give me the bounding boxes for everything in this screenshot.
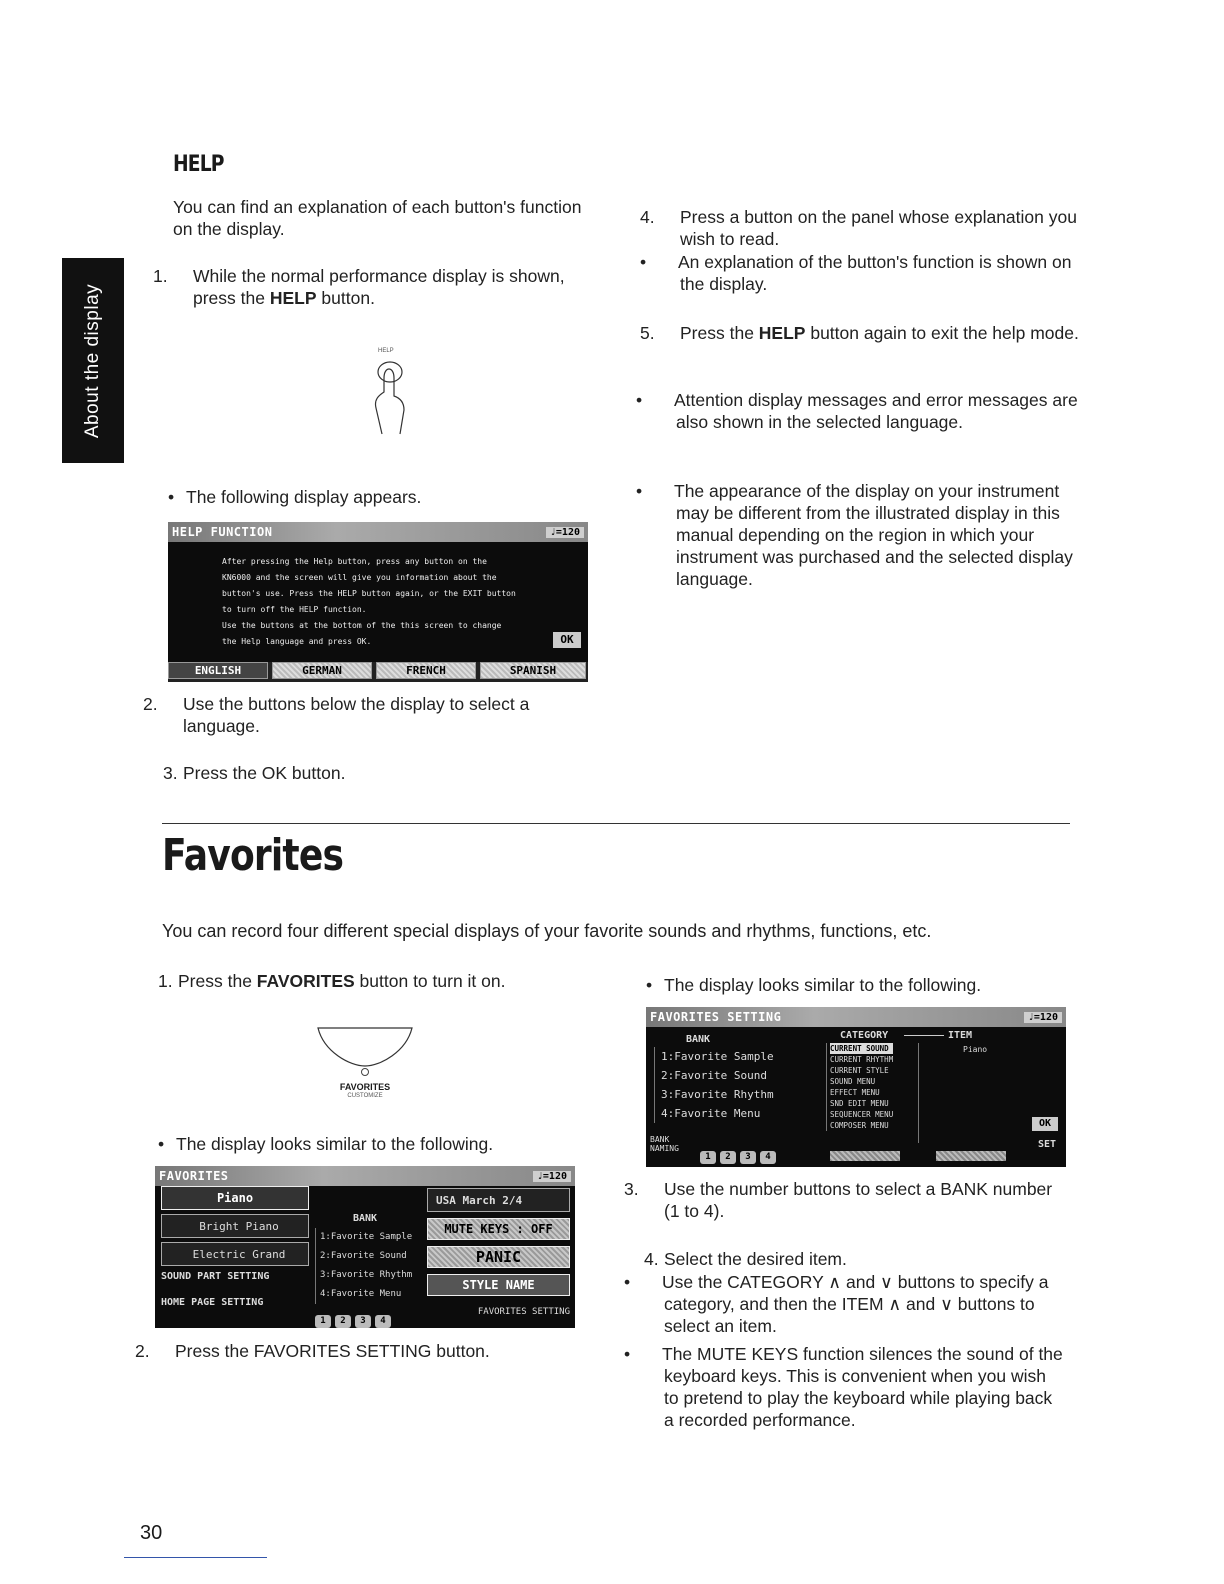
bank-item[interactable]: 2:Favorite Sound bbox=[661, 1069, 767, 1082]
step-number: 5. bbox=[640, 323, 655, 343]
bank-list bbox=[654, 1047, 774, 1123]
language-english-button[interactable]: ENGLISH bbox=[168, 662, 268, 679]
step-text: While the normal performance display is shown, press the bbox=[193, 266, 565, 308]
step-number: 1. bbox=[153, 266, 168, 286]
bullet-text: Use the CATEGORY ∧ and ∨ buttons to specify a category, and then the ITEM ∧ and ∨ buttons to select an item. bbox=[662, 1272, 1049, 1336]
page-number: 30 bbox=[140, 1522, 163, 1544]
sound-part-setting-button[interactable]: SOUND PART SETTING bbox=[161, 1271, 270, 1282]
help-text-line: to turn off the HELP function. bbox=[222, 605, 367, 614]
bank-2-button[interactable]: 2 bbox=[335, 1315, 351, 1328]
bank-4-button[interactable]: 4 bbox=[760, 1151, 776, 1164]
home-page-setting-button[interactable]: HOME PAGE SETTING bbox=[161, 1297, 264, 1308]
bank-naming-button[interactable]: BANK NAMING bbox=[650, 1135, 679, 1153]
step-number: 3. bbox=[163, 763, 178, 783]
category-label: CATEGORY bbox=[840, 1030, 889, 1041]
bank-3-button[interactable]: 3 bbox=[355, 1315, 371, 1328]
step-bold: HELP bbox=[269, 288, 317, 308]
style-name-button[interactable]: STYLE NAME bbox=[427, 1274, 570, 1296]
help-text-line: Use the buttons at the bottom of the this screen to change bbox=[222, 621, 502, 630]
bullet-text: The appearance of the display on your instrument may be different from the illustrated display in this manual depending on the region in which your instrument was purchased and the selected display language. bbox=[674, 481, 1073, 589]
help-text-line: After pressing the Help button, press any button on the bbox=[222, 557, 487, 566]
help-bullet-appears bbox=[168, 486, 421, 508]
category-item-connector bbox=[904, 1035, 944, 1036]
step-text: Press the bbox=[680, 323, 759, 343]
favorites-step-2 bbox=[135, 1340, 575, 1362]
screen-title: HELP FUNCTION bbox=[172, 525, 273, 539]
favorites-bullet-category bbox=[644, 1271, 1064, 1337]
category-item[interactable]: CURRENT RHYTHM bbox=[830, 1055, 894, 1064]
help-note-appearance bbox=[656, 480, 1080, 590]
favorites-led-icon bbox=[361, 1068, 369, 1076]
bullet-dot bbox=[644, 1272, 662, 1292]
help-note-language bbox=[656, 389, 1080, 433]
help-intro: You can find an explanation of each button's function on the display. bbox=[173, 197, 582, 239]
bullet-text: The MUTE KEYS function silences the sound of the keyboard keys. This is convenient when you wish to pretend to play the keyboard while playing back a recorded performance. bbox=[662, 1344, 1063, 1430]
finger-press-icon bbox=[360, 356, 420, 436]
category-list bbox=[826, 1043, 893, 1131]
category-item-selected[interactable]: CURRENT SOUND bbox=[830, 1043, 893, 1054]
favorites-bullet-looks-2 bbox=[646, 974, 981, 996]
category-scroll-button[interactable] bbox=[830, 1151, 900, 1161]
bank-number-buttons bbox=[315, 1308, 395, 1328]
panic-button[interactable]: PANIC bbox=[427, 1246, 570, 1268]
bank-2-button[interactable]: 2 bbox=[720, 1151, 736, 1164]
bullet-text: The following display appears. bbox=[186, 487, 422, 507]
bank-list bbox=[315, 1228, 412, 1304]
bullet-text: The display looks similar to the following. bbox=[176, 1134, 494, 1154]
page-footer-rule bbox=[124, 1557, 267, 1558]
help-step-3 bbox=[163, 762, 345, 784]
language-german-button[interactable]: GERMAN bbox=[272, 662, 372, 679]
step-number: 4. bbox=[640, 207, 655, 227]
help-step-2 bbox=[143, 693, 593, 737]
bank-4-button[interactable]: 4 bbox=[375, 1315, 391, 1328]
favorites-screen bbox=[155, 1166, 575, 1328]
help-text-line: the Help language and press OK. bbox=[222, 637, 372, 646]
step-text: button. bbox=[316, 288, 375, 308]
help-text-line: button's use. Press the HELP button again, or the EXIT button bbox=[222, 589, 516, 598]
screen-title: FAVORITES SETTING bbox=[650, 1010, 782, 1024]
favorites-bullet-mute bbox=[644, 1343, 1064, 1431]
bullet-dot bbox=[646, 975, 664, 995]
step-bold: FAVORITES bbox=[256, 971, 355, 991]
help-step-4 bbox=[640, 206, 1080, 250]
step-text: Use the number buttons to select a BANK number (1 to 4). bbox=[664, 1179, 1053, 1221]
set-button[interactable]: SET bbox=[1038, 1139, 1057, 1150]
favorite-sound-electric-grand-button[interactable]: Electric Grand bbox=[161, 1242, 309, 1266]
step-text: button to turn it on. bbox=[354, 971, 506, 991]
item-list bbox=[918, 1043, 1028, 1143]
help-step-5 bbox=[640, 322, 1080, 344]
bullet-text: An explanation of the button's function is shown on the display. bbox=[678, 252, 1072, 294]
help-function-screen bbox=[168, 522, 588, 682]
step-number: 4. bbox=[644, 1249, 659, 1269]
category-item[interactable]: SND EDIT MENU bbox=[830, 1099, 889, 1108]
bank-label: BANK bbox=[686, 1034, 711, 1045]
help-text-block bbox=[168, 542, 588, 650]
favorites-button-sublabel: CUSTOMIZE bbox=[347, 1093, 383, 1099]
item-label: ITEM bbox=[948, 1030, 973, 1041]
help-button-caption: HELP bbox=[378, 348, 394, 354]
section-divider bbox=[162, 823, 1070, 824]
mute-keys-button[interactable]: MUTE KEYS : OFF bbox=[427, 1218, 570, 1240]
favorites-bullet-looks-1 bbox=[158, 1133, 493, 1155]
favorite-sound-piano-button[interactable]: Piano bbox=[161, 1186, 309, 1210]
favorites-step-3 bbox=[624, 1178, 1069, 1222]
bank-3-button[interactable]: 3 bbox=[740, 1151, 756, 1164]
step-number: 2. bbox=[135, 1341, 150, 1361]
favorites-step-1 bbox=[158, 970, 578, 992]
step-text: Press the FAVORITES SETTING button. bbox=[175, 1341, 490, 1361]
screen-title: FAVORITES bbox=[159, 1169, 229, 1183]
item-scroll-button[interactable] bbox=[936, 1151, 1006, 1161]
side-tab-label: About the display bbox=[82, 283, 104, 438]
help-heading: HELP bbox=[173, 152, 224, 177]
favorite-sound-bright-piano-button[interactable]: Bright Piano bbox=[161, 1214, 309, 1238]
bank-item[interactable]: 1:Favorite Sample bbox=[320, 1232, 413, 1242]
category-item[interactable]: CURRENT STYLE bbox=[830, 1066, 889, 1075]
bullet-dot bbox=[158, 1134, 176, 1154]
bank-1-button[interactable]: 1 bbox=[315, 1315, 331, 1328]
favorites-intro: You can record four different special displays of your favorite sounds and rhythms, functions, etc. bbox=[162, 921, 932, 941]
bullet-dot bbox=[656, 481, 674, 501]
bank-item[interactable]: 4:Favorite Menu bbox=[320, 1289, 402, 1299]
screen-title-bar bbox=[168, 522, 588, 542]
bank-item[interactable]: 3:Favorite Rhythm bbox=[661, 1088, 774, 1101]
bank-number-buttons bbox=[700, 1144, 780, 1164]
bank-item[interactable]: 1:Favorite Sample bbox=[661, 1050, 774, 1063]
bank-label: BANK bbox=[352, 1213, 378, 1224]
bank-1-button[interactable]: 1 bbox=[700, 1151, 716, 1164]
step-text: Press the OK button. bbox=[183, 763, 346, 783]
favorites-setting-screen bbox=[646, 1007, 1066, 1167]
step-text: Press the bbox=[178, 971, 257, 991]
tempo-indicator: ♩=120 bbox=[533, 1171, 571, 1182]
tempo-indicator: ♩=120 bbox=[546, 527, 584, 538]
step-number: 2. bbox=[143, 694, 158, 714]
category-item[interactable]: SEQUENCER MENU bbox=[830, 1110, 894, 1119]
bullet-dot bbox=[168, 487, 186, 507]
language-french-button[interactable]: FRENCH bbox=[376, 662, 476, 679]
step-number: 3. bbox=[624, 1179, 639, 1199]
screen-title-bar bbox=[155, 1166, 575, 1186]
favorites-setting-button[interactable]: FAVORITES SETTING bbox=[477, 1307, 570, 1317]
tempo-indicator: ♩=120 bbox=[1024, 1012, 1062, 1023]
ok-button[interactable]: OK bbox=[1032, 1117, 1058, 1131]
language-spanish-button[interactable]: SPANISH bbox=[480, 662, 586, 679]
bank-item[interactable]: 4:Favorite Menu bbox=[661, 1107, 761, 1120]
category-item[interactable]: COMPOSER MENU bbox=[830, 1121, 889, 1130]
bank-item[interactable]: 2:Favorite Sound bbox=[320, 1251, 407, 1261]
favorites-button-icon bbox=[310, 1022, 420, 1072]
favorites-step-4 bbox=[644, 1248, 1069, 1270]
step-number: 1. bbox=[158, 971, 173, 991]
favorites-button-label: FAVORITES bbox=[339, 1082, 391, 1092]
screen-title-bar bbox=[646, 1007, 1066, 1027]
ok-button[interactable]: OK bbox=[553, 632, 581, 648]
help-text-line: KN6000 and the screen will give you information about the bbox=[222, 573, 497, 582]
language-bar bbox=[168, 662, 588, 682]
style-display: USA March 2/4 bbox=[427, 1188, 570, 1212]
category-item[interactable]: SOUND MENU bbox=[830, 1077, 876, 1086]
bullet-text: The display looks similar to the following. bbox=[664, 975, 982, 995]
bullet-dot bbox=[656, 390, 674, 410]
step-text: Use the buttons below the display to select a language. bbox=[183, 694, 530, 736]
step-text: button again to exit the help mode. bbox=[805, 323, 1079, 343]
step-text: Select the desired item. bbox=[664, 1249, 847, 1269]
favorites-heading: Favorites bbox=[162, 830, 344, 881]
step-bold: HELP bbox=[758, 323, 806, 343]
section-side-tab bbox=[62, 258, 124, 463]
item-value[interactable]: Piano bbox=[963, 1045, 988, 1054]
help-step-4-bullet bbox=[660, 251, 1080, 295]
step-text: Press a button on the panel whose explanation you wish to read. bbox=[680, 207, 1077, 249]
bank-item[interactable]: 3:Favorite Rhythm bbox=[320, 1270, 413, 1280]
bullet-dot bbox=[660, 252, 678, 272]
help-step-1 bbox=[153, 265, 598, 309]
bullet-text: Attention display messages and error messages are also shown in the selected language. bbox=[674, 390, 1078, 432]
category-item[interactable]: EFFECT MENU bbox=[830, 1088, 880, 1097]
bullet-dot bbox=[644, 1344, 662, 1364]
